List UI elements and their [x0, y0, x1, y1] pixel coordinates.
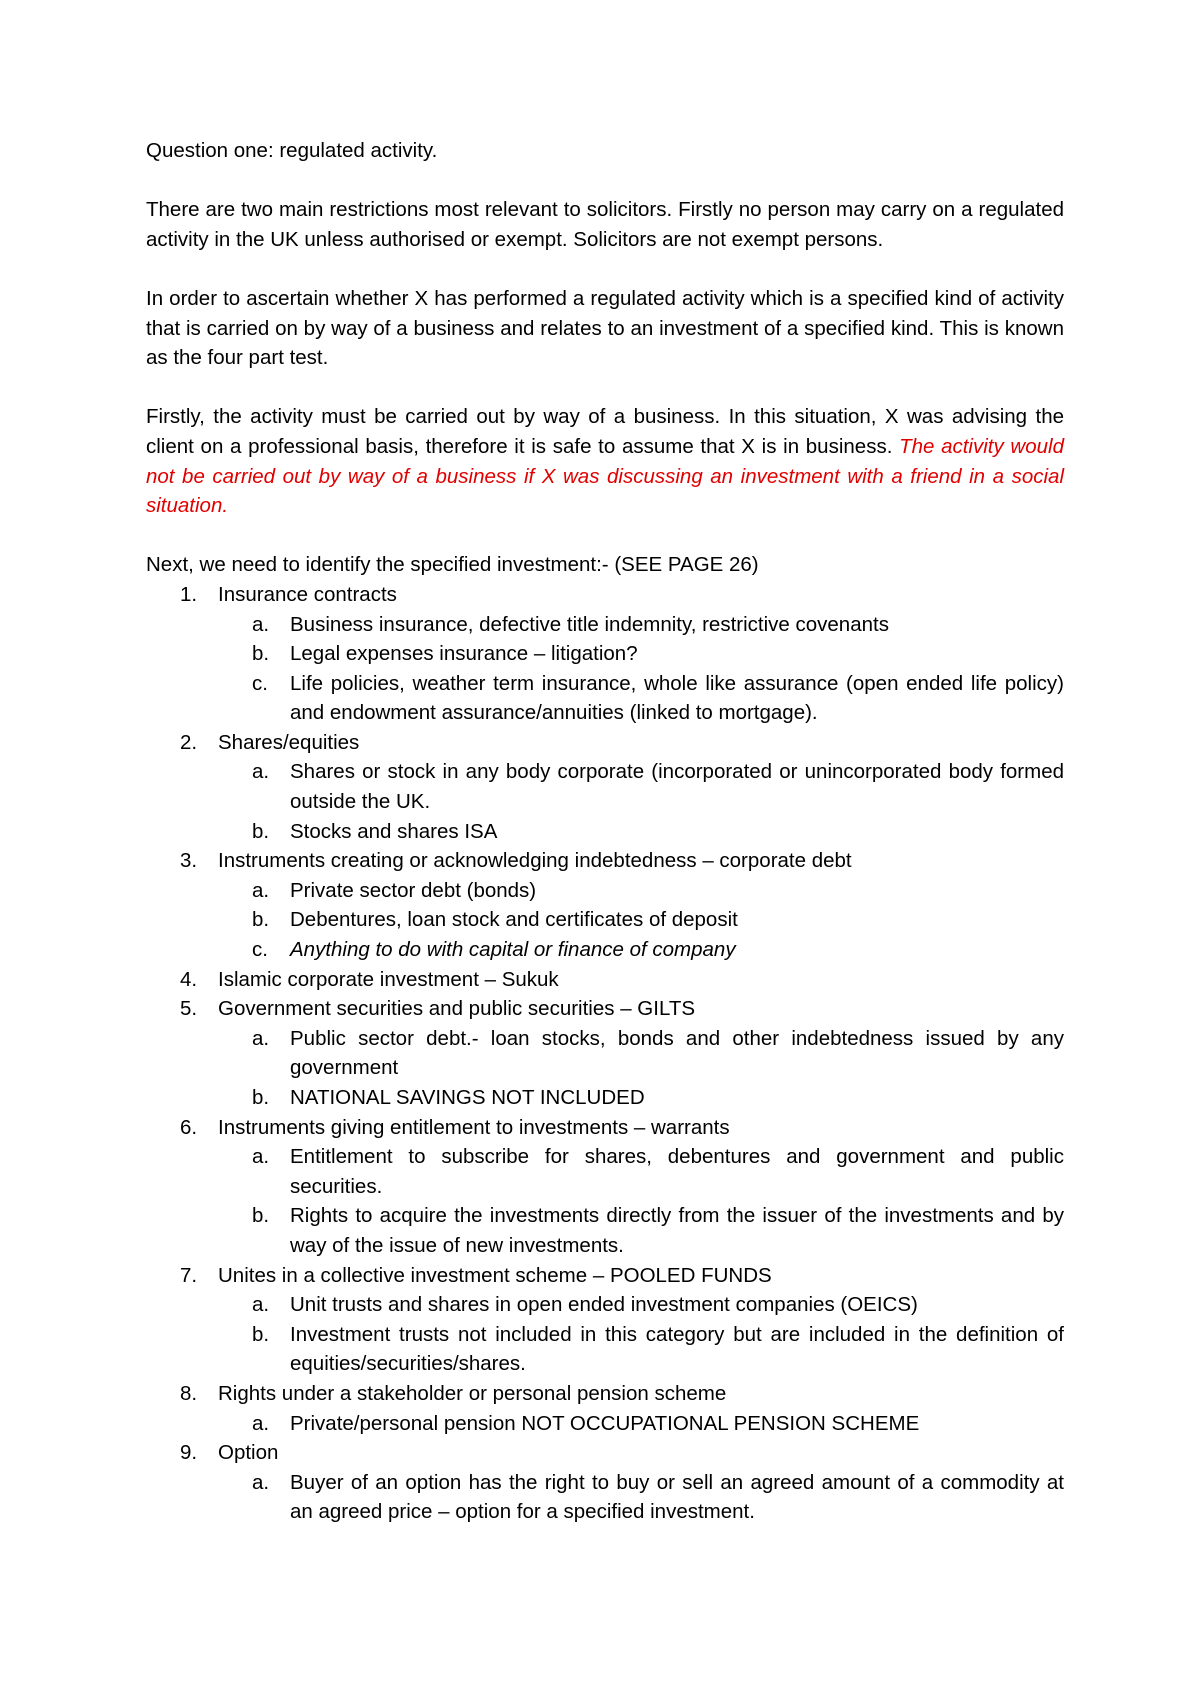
sub-item-letter: a.	[252, 1470, 270, 1494]
sub-list	[218, 610, 1064, 728]
sub-list-item	[218, 669, 1064, 728]
sub-list-item	[218, 1320, 1064, 1379]
sub-item-letter: a.	[252, 760, 270, 784]
list-item	[146, 580, 1064, 728]
sub-item-text: Private sector debt (bonds)	[290, 878, 537, 902]
sub-item-letter: c.	[252, 671, 268, 695]
sub-list	[218, 876, 1064, 965]
sub-item-text: NATIONAL SAVINGS NOT INCLUDED	[290, 1086, 645, 1109]
sub-item-letter: b.	[252, 642, 270, 666]
business-test-note: The activity would not be carried out by way of a business if X was discussing an investment with a friend in a social situation.	[146, 434, 1064, 518]
list-item-number: 6.	[180, 1115, 198, 1139]
list-item-number: 9.	[180, 1441, 198, 1465]
list-item-text: Shares/equities	[218, 730, 360, 754]
sub-list-item	[218, 610, 1064, 640]
list-item-text: Instruments creating or acknowledging indebtedness – corporate debt	[218, 849, 852, 873]
document-heading: Question one: regulated activity.	[146, 139, 438, 162]
paragraph-restrictions: There are two main restrictions most relevant to solicitors. Firstly no person may carry on a regulated activity in the UK unless authorised or exempt. Solicitors are not exempt persons.	[146, 198, 1064, 251]
list-item	[146, 965, 1064, 995]
sub-item-letter: a.	[252, 612, 270, 636]
paragraph-four-part-test: In order to ascertain whether X has performed a regulated activity which is a specified kind of activity that is carried on by way of a business and relates to an investment of a specified kind. This is known as the four part test.	[146, 286, 1064, 370]
sub-item-letter: a.	[252, 1411, 270, 1435]
list-item-number: 3.	[180, 849, 198, 873]
sub-item-text: Unit trusts and shares in open ended investment companies (OEICS)	[290, 1293, 918, 1317]
sub-list-item	[218, 757, 1064, 816]
sub-item-letter: b.	[252, 1322, 270, 1346]
sub-list-item	[218, 639, 1064, 669]
sub-list	[218, 1024, 1064, 1113]
sub-list-item	[218, 1468, 1064, 1527]
list-item	[146, 1261, 1064, 1379]
sub-item-letter: a.	[252, 878, 270, 902]
sub-item-letter: b.	[252, 1086, 270, 1109]
sub-item-text: Private/personal pension NOT OCCUPATIONAL PENSION SCHEME	[290, 1411, 920, 1435]
list-item	[146, 994, 1064, 1112]
sub-list	[218, 757, 1064, 846]
list-item	[146, 846, 1064, 964]
list-item-text: Instruments giving entitlement to investments – warrants	[218, 1115, 730, 1139]
sub-list-item	[218, 1142, 1064, 1201]
sub-list	[218, 1468, 1064, 1527]
sub-item-text: Entitlement to subscribe for shares, debentures and government and public securities.	[290, 1145, 1064, 1198]
sub-item-text: Anything to do with capital or finance of company	[290, 938, 736, 962]
list-item-text: Option	[218, 1441, 279, 1465]
list-item-number: 1.	[180, 582, 198, 606]
sub-item-letter: b.	[252, 819, 270, 843]
document-page	[146, 136, 1064, 1527]
list-item-number: 5.	[180, 997, 198, 1021]
list-item	[146, 1379, 1064, 1438]
sub-list-item	[218, 1024, 1064, 1083]
list-item	[146, 728, 1064, 846]
sub-list-item	[218, 1083, 1064, 1113]
sub-item-text: Shares or stock in any body corporate (incorporated or unincorporated body formed outside the UK.	[290, 760, 1064, 814]
sub-list	[218, 1142, 1064, 1260]
list-item-text: Unites in a collective investment scheme – POOLED FUNDS	[218, 1263, 772, 1287]
sub-item-letter: b.	[252, 1204, 270, 1228]
sub-item-letter: a.	[252, 1145, 270, 1169]
sub-item-letter: b.	[252, 908, 270, 932]
list-item-number: 4.	[180, 967, 198, 991]
sub-item-letter: c.	[252, 938, 268, 962]
sub-list	[218, 1290, 1064, 1379]
list-item	[146, 1438, 1064, 1527]
sub-list-item	[218, 1201, 1064, 1260]
paragraph-business-test	[146, 402, 1064, 520]
list-item-text: Government securities and public securities – GILTS	[218, 997, 696, 1021]
investment-list-intro: Next, we need to identify the specified investment:- (SEE PAGE 26)	[146, 553, 759, 577]
sub-item-text: Rights to acquire the investments directly from the issuer of the investments and by way of the issue of new investments.	[290, 1204, 1064, 1257]
list-item-number: 7.	[180, 1263, 198, 1287]
sub-item-text: Business insurance, defective title indemnity, restrictive covenants	[290, 612, 889, 636]
list-item-text: Islamic corporate investment – Sukuk	[218, 967, 559, 991]
sub-list-item	[218, 817, 1064, 847]
list-item	[146, 1113, 1064, 1261]
list-item-text: Insurance contracts	[218, 582, 397, 606]
sub-item-letter: a.	[252, 1293, 270, 1317]
list-item-number: 2.	[180, 730, 198, 754]
sub-list-item	[218, 905, 1064, 935]
list-item-number: 8.	[180, 1381, 198, 1405]
sub-list-item	[218, 1290, 1064, 1320]
sub-item-text: Life policies, weather term insurance, whole like assurance (open ended life policy) and endowment assurance/annuities (linked to mortgage).	[290, 671, 1064, 725]
sub-item-text: Public sector debt.- loan stocks, bonds and other indebtedness issued by any government	[290, 1026, 1064, 1080]
sub-list-item	[218, 876, 1064, 906]
sub-item-text: Buyer of an option has the right to buy or sell an agreed amount of a commodity at an agreed price – option for a specified investment.	[290, 1470, 1064, 1524]
sub-list	[218, 1409, 1064, 1439]
sub-item-letter: a.	[252, 1026, 270, 1050]
sub-item-text: Stocks and shares ISA	[290, 819, 498, 843]
sub-list-item	[218, 1409, 1064, 1439]
sub-item-text: Legal expenses insurance – litigation?	[290, 642, 638, 666]
list-item-text: Rights under a stakeholder or personal pension scheme	[218, 1381, 727, 1405]
specified-investment-list	[146, 580, 1064, 1527]
sub-item-text: Investment trusts not included in this category but are included in the definition of equities/securities/shares.	[290, 1322, 1064, 1376]
sub-item-text: Debentures, loan stock and certificates of deposit	[290, 908, 738, 932]
sub-list-item	[218, 935, 1064, 965]
business-test-text: Firstly, the activity must be carried out by way of a business. In this situation, X was advising the client on a professional basis, therefore it is safe to assume that X is in business.	[146, 405, 1064, 458]
